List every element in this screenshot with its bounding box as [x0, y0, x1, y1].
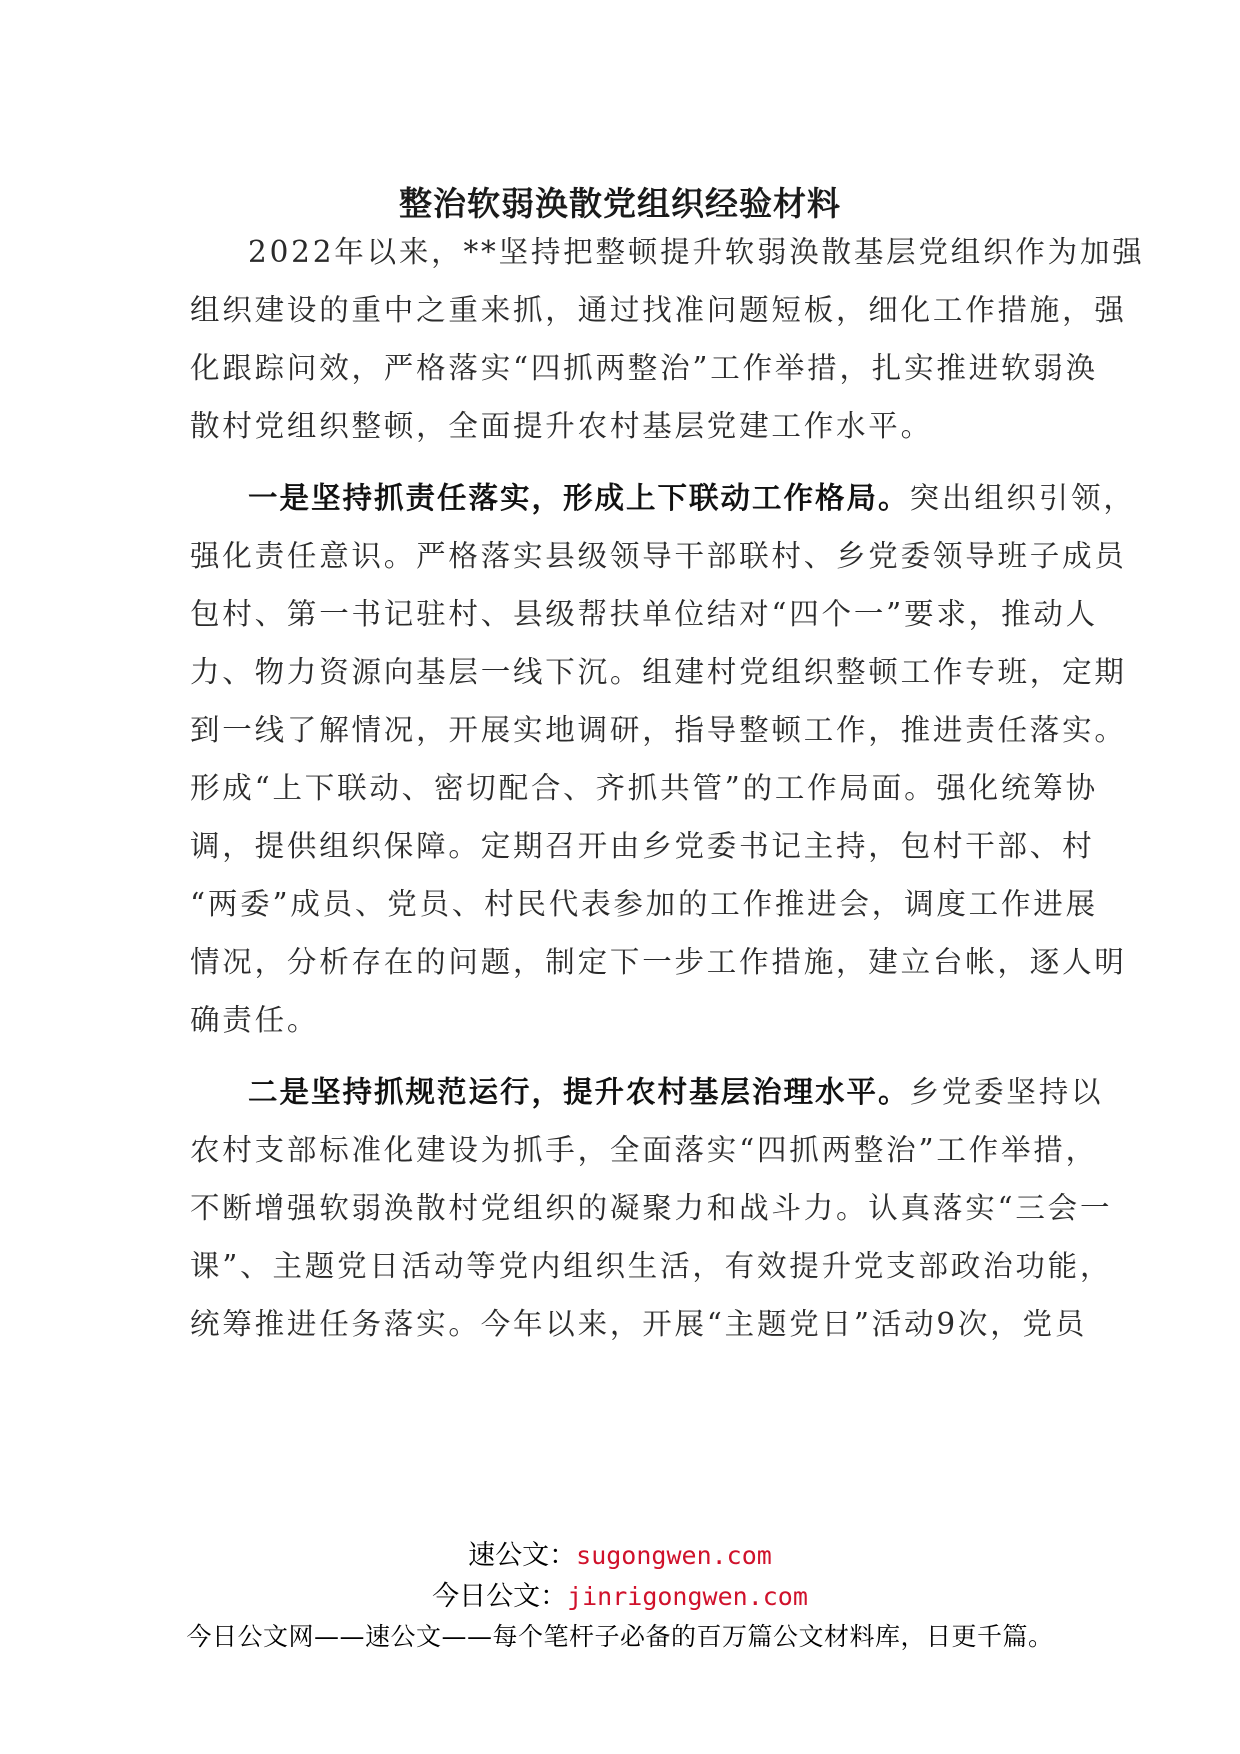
- paragraph-3-first-line: [190, 1072, 1128, 1112]
- paragraph-1-line: 组织建设的重中之重来抓，通过找准问题短板，细化工作措施，强: [190, 293, 1127, 327]
- paragraph-2-line: 到一线了解情况，开展实地调研，指导整顿工作，推进责任落实。: [190, 713, 1127, 747]
- paragraph-2-first-line-rest: 突出组织引领，: [909, 481, 1136, 515]
- paragraph-1-line: 化跟踪问效，严格落实“四抓两整治”工作举措，扎实推进软弱涣: [190, 351, 1098, 385]
- paragraph-2-line: 力、物力资源向基层一线下沉。组建村党组织整顿工作专班，定期: [190, 655, 1127, 689]
- paragraph-3-line: 不断增强软弱涣散村党组织的凝聚力和战斗力。认真落实“三会一: [190, 1191, 1113, 1225]
- paragraph-3-first-line-rest: 乡党委坚持以: [909, 1075, 1104, 1109]
- footer-jinrigongwen-label: 今日公文：: [432, 1581, 568, 1612]
- paragraph-2-line: 包村、第一书记驻村、县级帮扶单位结对“四个一”要求，推动人: [190, 597, 1098, 631]
- footer-slogan: 今日公文网——速公文——每个笔杆子必备的百万篇公文材料库，日更千篇。: [186, 1622, 1054, 1651]
- footer-sugongwen: [0, 1533, 1240, 1572]
- footer-sugongwen-label: 速公文：: [468, 1540, 577, 1571]
- document-title: 整治软弱涣散党组织经验材料: [399, 184, 841, 223]
- paragraph-1-line: 2022年以来，**坚持把整顿提升软弱涣散基层党组织作为加强: [248, 235, 1145, 269]
- paragraph-2-line: “两委”成员、党员、村民代表参加的工作推进会，调度工作进展: [190, 887, 1098, 921]
- footer-jinrigongwen-link[interactable]: jinrigongwen.com: [567, 1582, 808, 1611]
- paragraph-1-line: 散村党组织整顿，全面提升农村基层党建工作水平。: [190, 409, 933, 443]
- footer-jinrigongwen: [0, 1574, 1240, 1613]
- paragraph-2-line: 强化责任意识。严格落实县级领导干部联村、乡党委领导班子成员: [190, 539, 1127, 573]
- paragraph-2-line: 调，提供组织保障。定期召开由乡党委书记主持，包村干部、村: [190, 829, 1095, 863]
- paragraph-2-line: 情况，分析存在的问题，制定下一步工作措施，建立台帐，逐人明: [190, 945, 1127, 979]
- footer-sugongwen-link[interactable]: sugongwen.com: [576, 1541, 772, 1570]
- paragraph-2-first-line: [190, 478, 1136, 518]
- paragraph-3-lead: 二是坚持抓规范运行，提升农村基层治理水平。: [248, 1075, 910, 1109]
- paragraph-3-line: 统筹推进任务落实。今年以来，开展“主题党日”活动9次，党员: [190, 1307, 1088, 1341]
- paragraph-3-line: 课”、主题党日活动等党内组织生活，有效提升党支部政治功能，: [190, 1249, 1113, 1283]
- paragraph-2-line: 形成“上下联动、密切配合、齐抓共管”的工作局面。强化统筹协: [190, 771, 1098, 805]
- paragraph-2-line: 确责任。: [190, 1003, 320, 1037]
- paragraph-3-line: 农村支部标准化建设为抓手，全面落实“四抓两整治”工作举措，: [190, 1133, 1098, 1167]
- paragraph-2-lead: 一是坚持抓责任落实，形成上下联动工作格局。: [248, 481, 910, 515]
